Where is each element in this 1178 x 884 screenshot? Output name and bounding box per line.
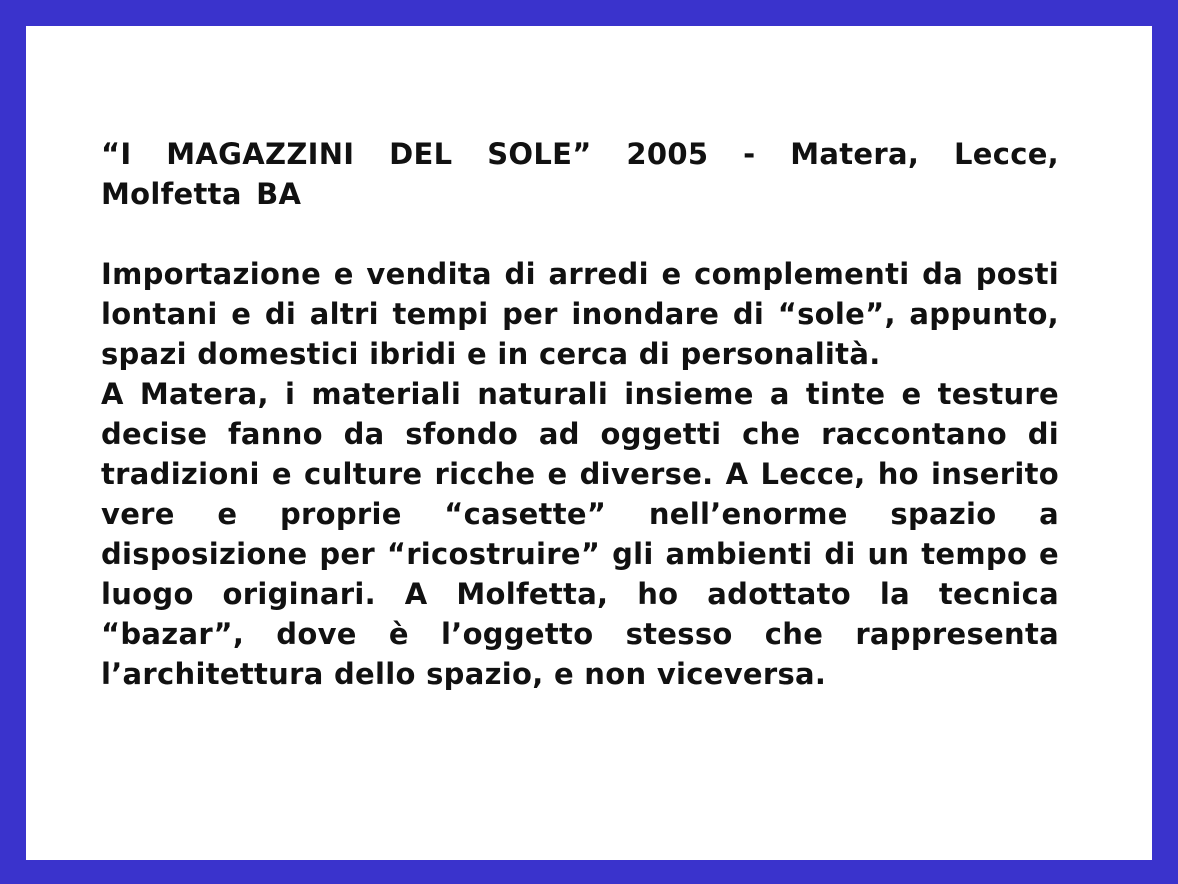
locations-paragraph: A Matera, i materiali naturali insieme a tinte e testure decise fanno da sfondo ad oggetti che raccontano di tradizioni e culture ricche e diverse. A Lecce, ho inserito vere e proprie “casette” nell’enorme spazio a disposizione per “ricostruire” gli ambienti di un tempo e luogo originari. A Molfetta, ho adottato la tecnica “bazar”, dove è l’oggetto stesso che rappresenta l’architettura dello spazio, e non viceversa. xyxy=(101,377,1059,691)
project-title: “I MAGAZZINI DEL SOLE” 2005 - Matera, Lecce, Molfetta BA xyxy=(101,137,1059,211)
text-block xyxy=(101,134,1059,694)
content-panel xyxy=(26,26,1152,860)
description-paragraph: Importazione e vendita di arredi e complementi da posti lontani e di altri tempi per inondare di “sole”, appunto, spazi domestici ibridi e in cerca di personalità. xyxy=(101,257,1059,371)
